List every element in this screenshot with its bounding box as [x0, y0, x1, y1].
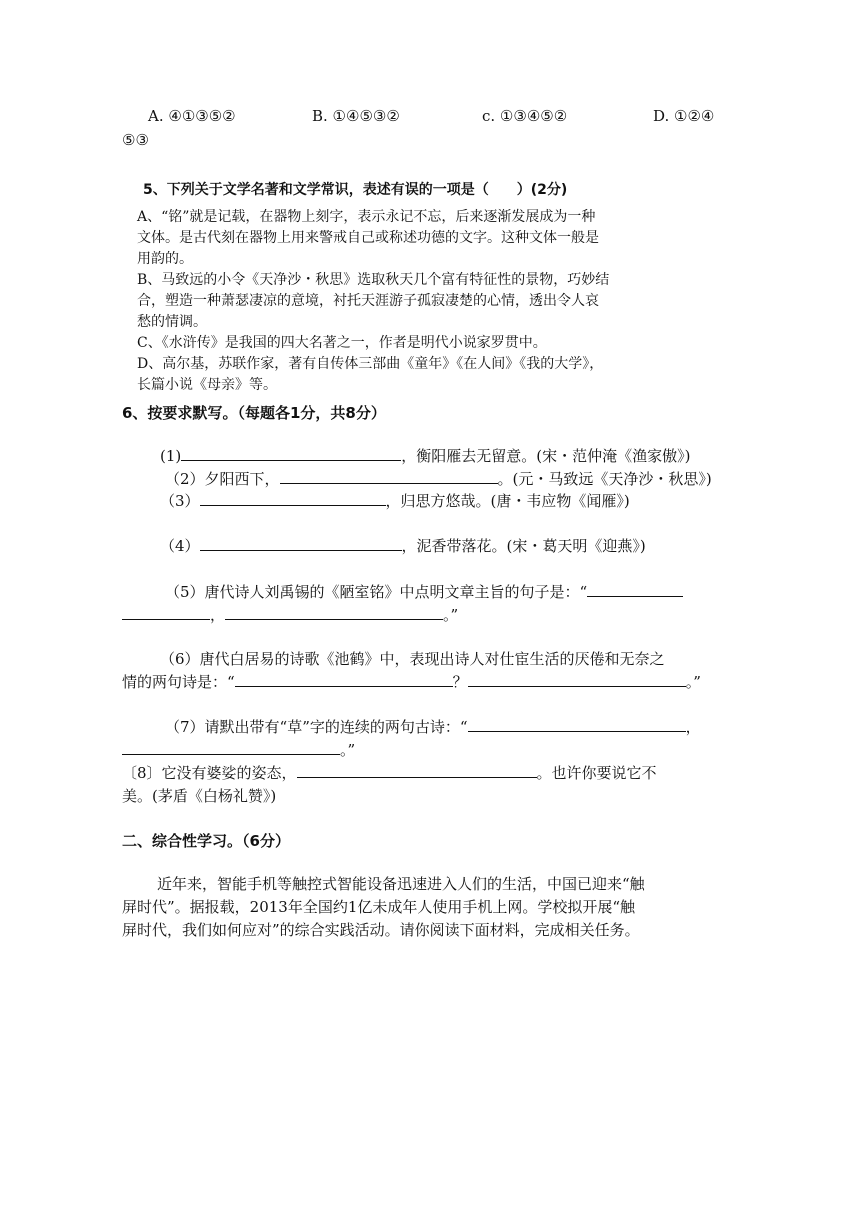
q6-item-1 [160, 445, 690, 466]
section-2-paragraph: 近年来，智能手机等触控式智能设备迅速进入人们的生活，中国已迎来“触 [157, 875, 645, 893]
q6-item-7-cont [122, 739, 355, 760]
answer-blank-5a[interactable] [587, 582, 683, 597]
q5-option-c: C、《水浒传》是我国的四大名著之一，作者是明代小说家罗贯中。 [137, 335, 547, 351]
q5-option-d-cont: 长篇小说《母亲》等。 [137, 377, 277, 393]
answer-blank-6b[interactable] [468, 672, 686, 687]
answer-blank-1[interactable] [181, 446, 401, 461]
q5-option-b: B、马致远的小令《天净沙・秋思》选取秋天几个富有特征性的景物，巧妙结 [137, 272, 610, 288]
q5-option-a: A、“铭”就是记载，在器物上刻字，表示永记不忘，后来逐渐发展成为一种 [137, 209, 596, 225]
q6-item-5-prompt: （5）唐代诗人刘禹锡的《陋室铭》中点明文章主旨的句子是：“ [165, 583, 588, 601]
q6-item-6-prefix: 情的两句诗是：“ [122, 673, 235, 691]
q6-item-4-text: ，泥香带落花。(宋・葛天明《迎燕》) [401, 537, 646, 555]
section-2-paragraph-cont: 屏时代，我们如何应对”的综合实践活动。请你阅读下面材料，完成相关任务。 [122, 921, 640, 939]
q4-option-d: D. ①②④ [653, 107, 715, 125]
answer-blank-3[interactable] [200, 491, 386, 506]
q6-item-5 [165, 581, 683, 602]
answer-blank-7a[interactable] [468, 717, 686, 732]
q5-option-d: D、高尔基，苏联作家，著有自传体三部曲《童年》《在人间》《我的大学》， [137, 356, 604, 372]
answer-blank-5b[interactable] [122, 605, 210, 620]
q6-item-5-end: 。” [443, 606, 459, 624]
q6-item-8-cont: 美。(茅盾《白杨礼赞》) [122, 787, 277, 805]
q5-option-b-cont: 合，塑造一种萧瑟凄凉的意境，衬托天涯游子孤寂凄楚的心情，透出令人哀 [137, 293, 599, 309]
q5-option-a-cont: 用韵的。 [137, 251, 193, 267]
q5-title: 5、下列关于文学名著和文学常识，表述有误的一项是（ ）(2分) [143, 182, 568, 198]
q6-title: 6、按要求默写。（每题各1分，共8分） [122, 404, 386, 422]
section-2-title: 二、综合性学习。（6分） [122, 832, 290, 850]
answer-blank-6a[interactable] [235, 672, 453, 687]
q5-option-b-cont: 愁的情调。 [137, 314, 207, 330]
answer-blank-8[interactable] [297, 763, 537, 778]
q6-item-4-number: （4） [160, 537, 200, 555]
q6-item-2-prefix: （2）夕阳西下， [165, 470, 280, 488]
q6-item-1-text: ，衡阳雁去无留意。(宋・范仲淹《渔家傲》) [401, 447, 691, 465]
q6-item-5-cont [122, 604, 458, 625]
q6-item-7-comma: ， [685, 718, 701, 736]
section-2-paragraph-cont: 屏时代”。据报载，2013年全国约1亿未成年人使用手机上网。学校拟开展“触 [122, 898, 636, 916]
q6-item-5-comma: ， [210, 606, 226, 624]
q6-item-4 [160, 535, 646, 556]
q6-item-3-text: ，归思方悠哉。(唐・韦应物《闻雁》) [385, 492, 630, 510]
answer-blank-5c[interactable] [225, 605, 443, 620]
q6-item-6-cont [122, 671, 701, 692]
q6-item-6: （6）唐代白居易的诗歌《池鹤》中，表现出诗人对仕宦生活的厌倦和无奈之 [160, 650, 665, 668]
answer-blank-4[interactable] [200, 536, 402, 551]
q4-option-c: c. ①③④⑤② [482, 107, 568, 125]
answer-blank-2[interactable] [280, 469, 498, 484]
q6-item-7-end: 。” [340, 741, 356, 759]
q6-item-3-number: （3） [160, 492, 200, 510]
q4-option-b: B. ①④⑤③② [312, 107, 400, 125]
q6-item-2 [165, 468, 712, 489]
q5-option-a-cont: 文体。是古代刻在器物上用来警戒自己或称述功德的文字。这种文体一般是 [137, 230, 599, 246]
q6-item-8-prefix: 〔8〕它没有婆娑的姿态， [122, 764, 297, 782]
q6-item-6-question-mark: ？ [452, 673, 468, 691]
q6-item-8-suffix: 。也许你要说它不 [536, 764, 657, 782]
q6-item-1-number: (1) [160, 447, 182, 465]
q6-item-7-prompt: （7）请默出带有“草”字的连续的两句古诗：“ [165, 718, 468, 736]
q6-item-6-end: 。” [685, 673, 701, 691]
q6-item-3 [160, 490, 630, 511]
q6-item-8 [122, 762, 657, 783]
answer-blank-7b[interactable] [122, 740, 340, 755]
q6-item-2-suffix: 。(元・马致远《天净沙・秋思》) [497, 470, 712, 488]
q6-item-7 [165, 716, 701, 737]
q4-option-d-cont: ⑤③ [122, 131, 149, 149]
q4-option-a: A. ④①③⑤② [148, 107, 236, 125]
